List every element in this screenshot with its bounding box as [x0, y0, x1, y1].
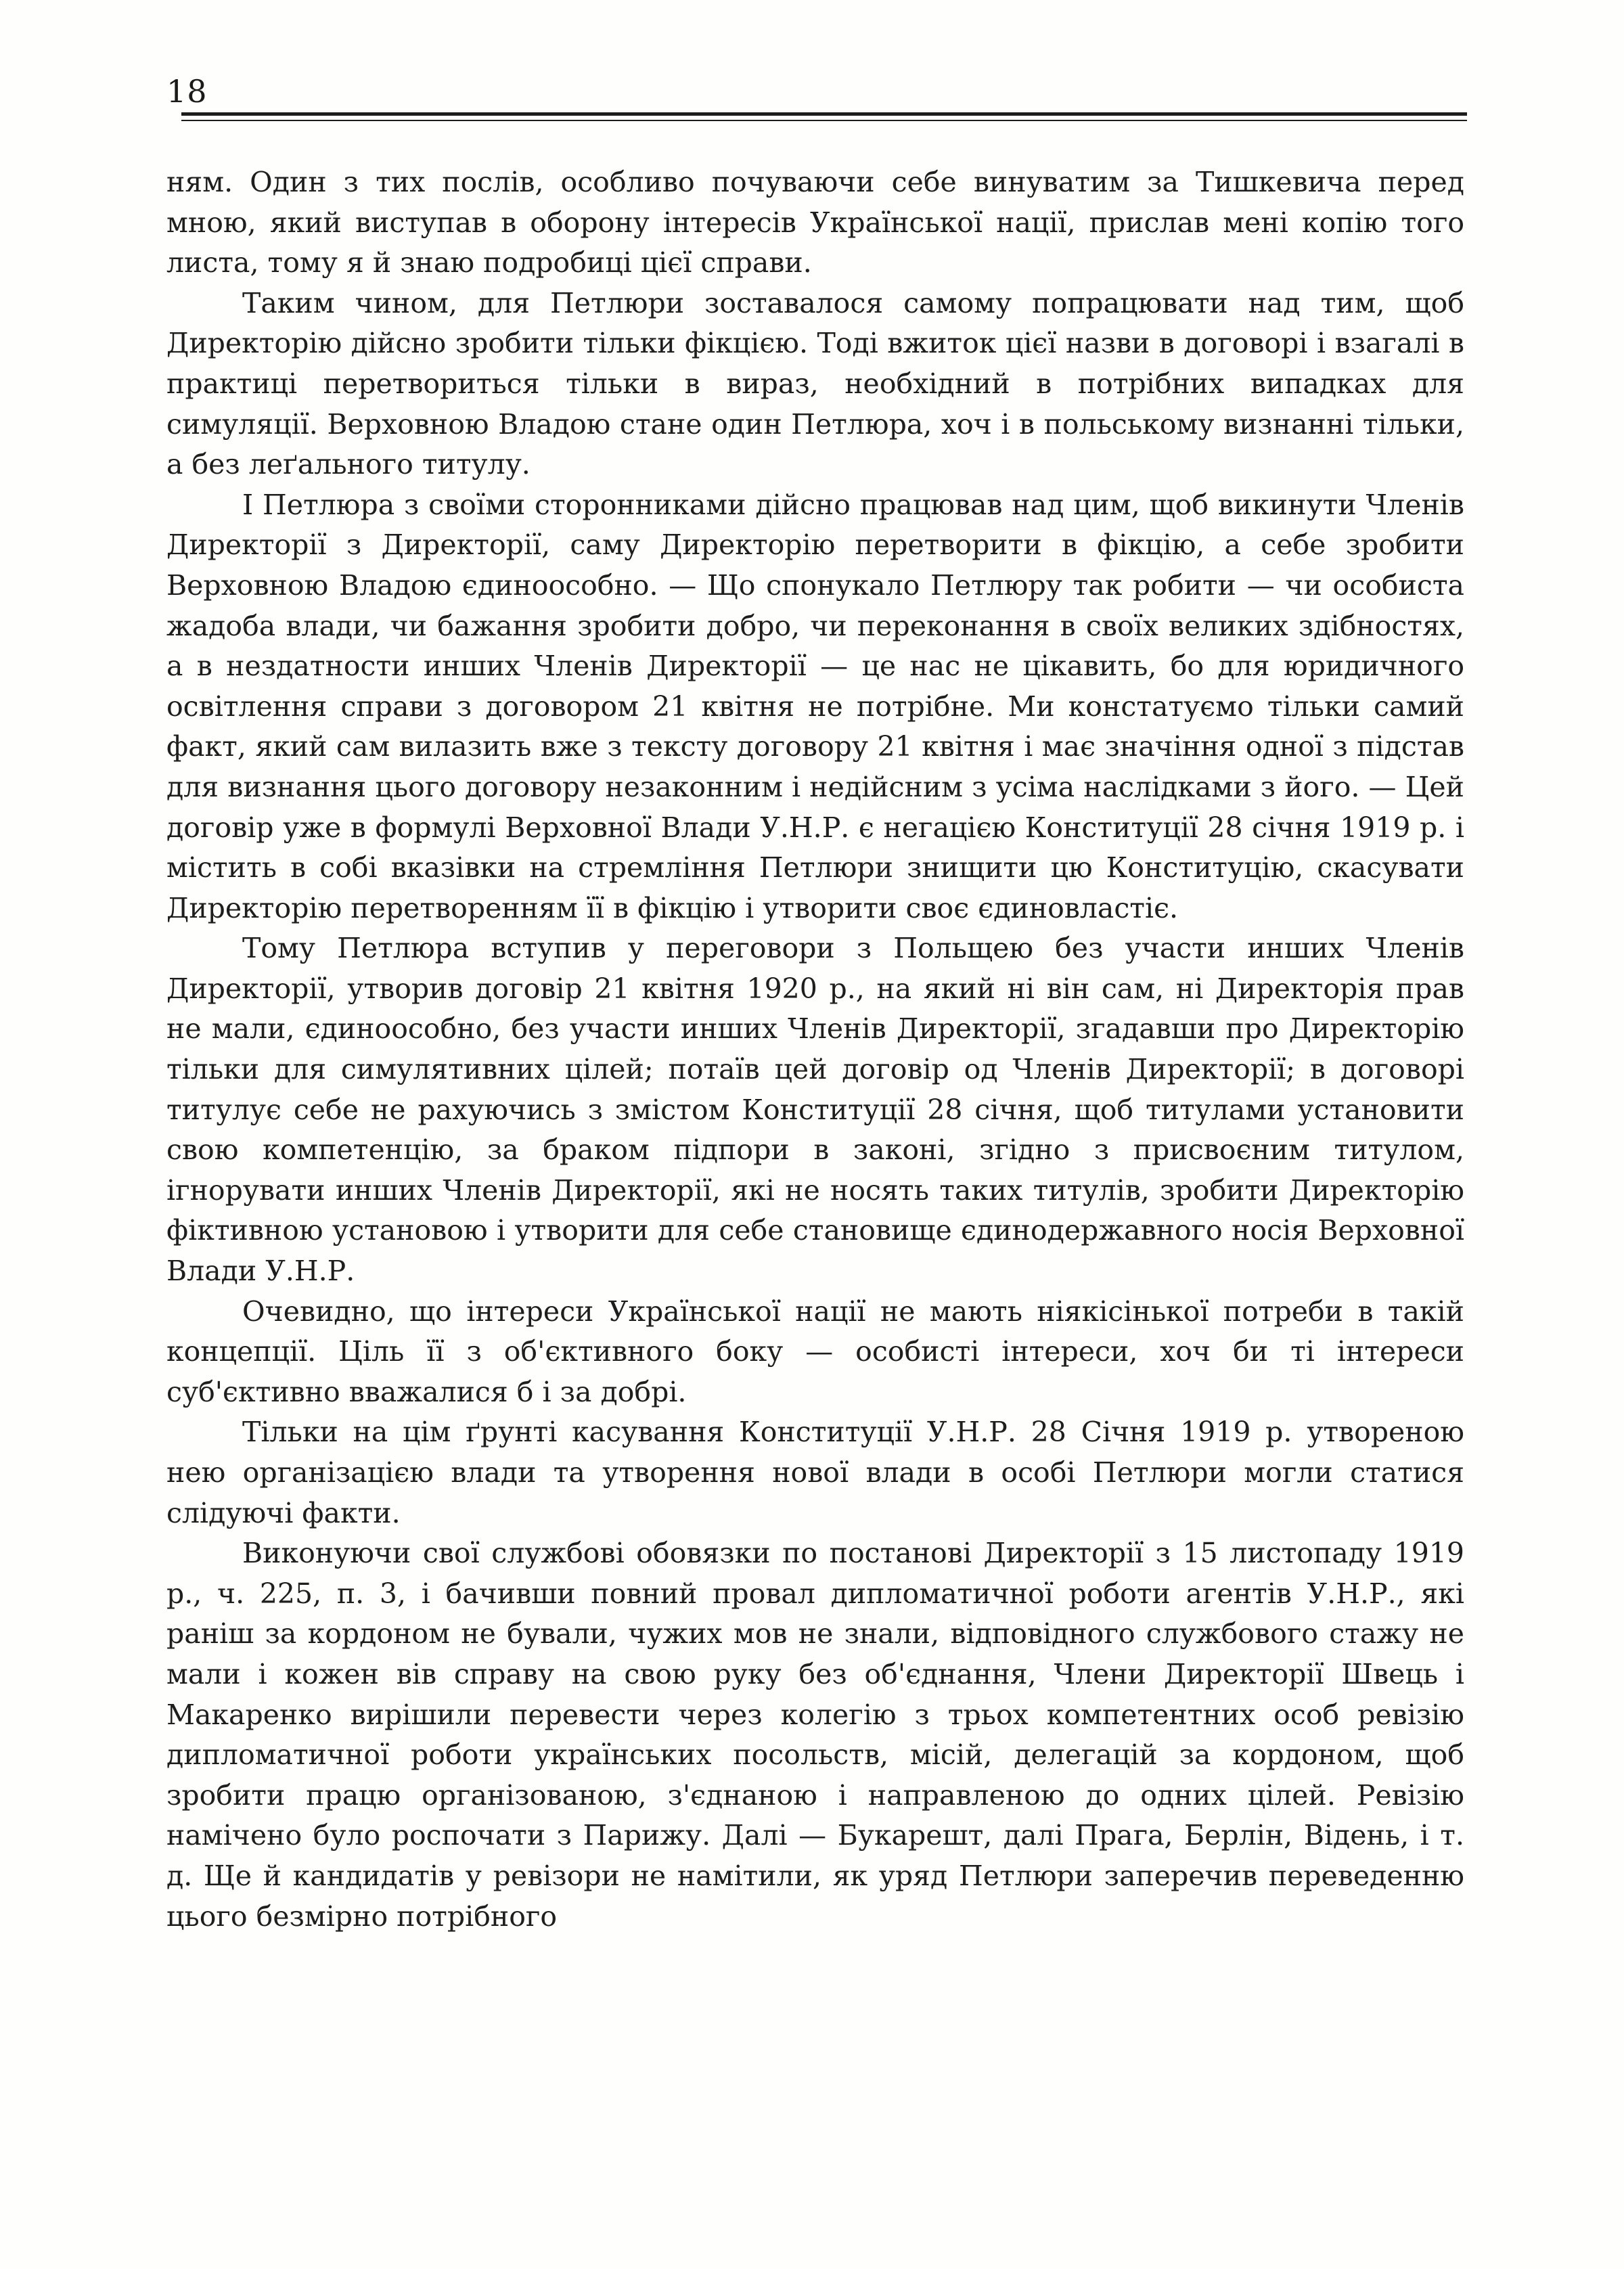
paragraph: І Петлюра з своїми сторонниками дійсно працював над цим, щоб викинути Членів Директорії з Директорії, саму Директорію перетворити в фікцію, а себе зробити Верховною Владою єдиноособно. — Що спонукало Петлюру так робити — чи особиста жадоба влади, чи бажання зробити добро, чи переконання в своїх великих здібностях, а в нездатности инших Членів Директорії — це нас не цікавить, бо для юридичного освітлення справи з договором 21 квітня не потрібне. Ми констатуємо тільки самий факт, який сам вилазить вже з тексту договору 21 квітня і має значіння одної з підстав для визнання цього договору незаконним і недійсним з усіма наслідками з його. — Цей договір уже в формулі Верховної Влади У.Н.Р. є негацією Конституції 28 січня 1919 р. і містить в собі вказівки на стремління Петлюри знищити цю Конституцію, скасувати Директорію перетворенням її в фікцію і утворити своє єдиновластіє. — [166, 488, 1464, 924]
paragraph: Виконуючи свої службові обовязки по постанові Директорії з 15 листопаду 1919 р., ч. 225, п. 3, і бачивши повний провал дипломатичної роботи агентів У.Н.Р., які раніш за кордоном не бували, чужих мов не знали, відповідного службового стажу не мали і кожен вів справу на свою руку без об'єднання, Члени Директорії Швець і Макаренко вирішили перевести через колегію з трьох компетентних особ ревізію дипломатичної роботи українських посольств, місій, делегацій за кордоном, щоб зробити працю організованою, з'єднаною і направленою до одних цілей. Ревізію намічено було роспочати з Парижу. Далі — Букарешт, далі Прага, Берлін, Відень, і т. д. Ще й кандидатів у ревізори не намітили, як уряд Петлюри заперечив переведенню цього безмірно потрібного — [166, 1537, 1464, 1933]
paragraph: Тільки на цім ґрунті касування Конституції У.Н.Р. 28 Січня 1919 р. утвореною нею організацією влади та утворення нової влади в особі Петлюри могли статися слідуючі факти. — [166, 1416, 1464, 1529]
paragraph: Таким чином, для Петлюри зоставалося самому попрацювати над тим, щоб Директорію дійсно зробити тільки фікцією. Тоді вжиток цієї назви в договорі і взагалі в практиці перетвориться тільки в вираз, необхідний в потрібних випадках для симуляції. Верховною Владою стане один Петлюра, хоч і в польському визнанні тільки, а без леґального титулу. — [166, 286, 1464, 481]
page-number: 18 — [166, 73, 208, 110]
body-text — [166, 162, 1464, 1937]
header-rule-thin — [181, 120, 1467, 121]
paragraph: Очевидно, що інтереси Української нації не мають ніякісінької потреби в такій концепції. Ціль її з об'єктивного боку — особисті інтереси, хоч би ті інтереси суб'єктивно вважалися б і за добрі. — [166, 1295, 1464, 1408]
header-rule-thick — [181, 112, 1467, 116]
paragraph: Тому Петлюра вступив у переговори з Польщею без участи инших Членів Директорії, утворив договір 21 квітня 1920 р., на який ні він сам, ні Директорія прав не мали, єдиноособно, без участи инших Членів Директорії, згадавши про Директорію тільки для симулятивних цілей; потаїв цей договір од Членів Директорії; в договорі титулує себе не рахуючись з змістом Конституції 28 січня, щоб титулами установити свою компетенцію, за браком підпори в законі, згідно з присвоєним титулом, ігнорувати инших Членів Директорії, які не носять таких титулів, зробити Директорію фіктивною установою і утворити для себе становище єдинодержавного носія Верховної Влади У.Н.Р. — [166, 932, 1464, 1288]
paragraph-continuation: ням. Один з тих послів, особливо почуваючи себе винуватим за Тишкевича перед мною, який виступав в оборону інтересів Української нації, прислав мені копію того листа, тому я й знаю подробиці цієї справи. — [166, 166, 1464, 279]
